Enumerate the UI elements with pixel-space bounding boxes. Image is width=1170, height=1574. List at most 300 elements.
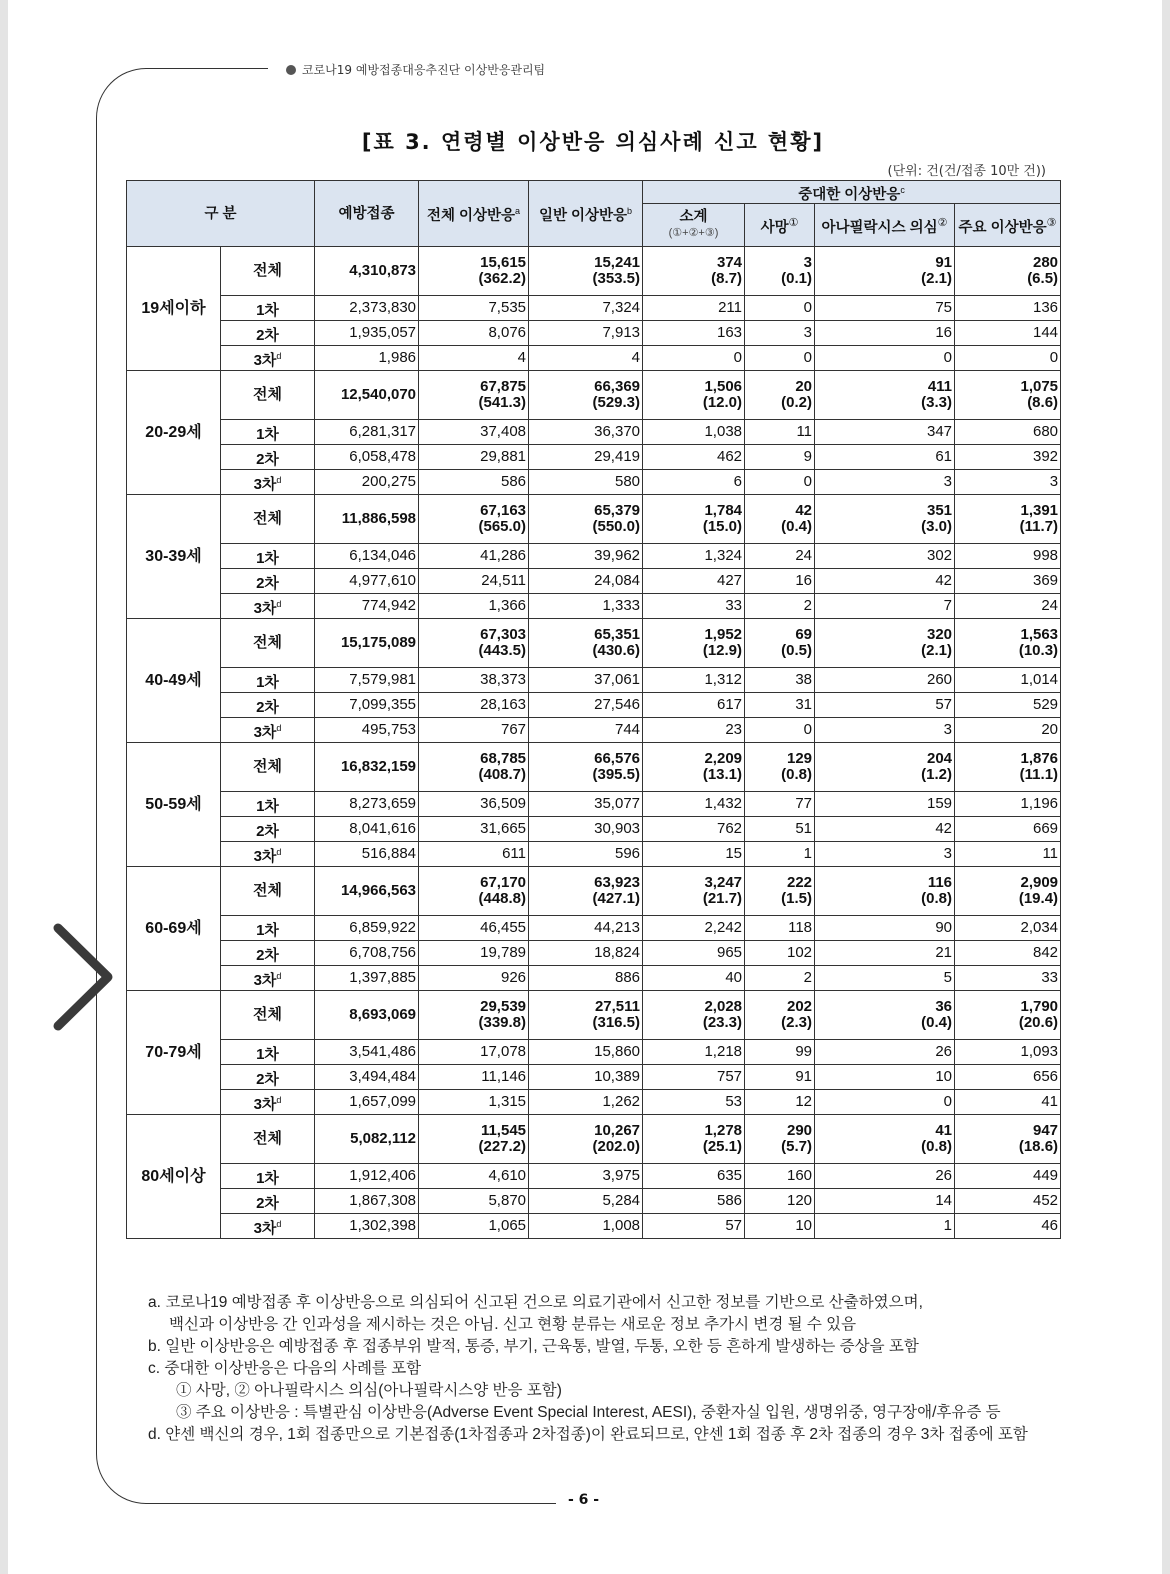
total-ae-cell: 767 bbox=[419, 718, 529, 743]
anaphylaxis-cell: 26 bbox=[815, 1040, 955, 1065]
major-ae-cell: 392 bbox=[955, 445, 1061, 470]
serious-subtotal-cell: 1,312 bbox=[643, 668, 745, 693]
major-ae-cell: 1,391 (11.7) bbox=[955, 495, 1061, 544]
serious-subtotal-cell: 1,784 (15.0) bbox=[643, 495, 745, 544]
dose-label: 3차$^d$ bbox=[221, 470, 315, 495]
chevron-right-icon[interactable] bbox=[50, 922, 120, 1032]
major-ae-cell: 680 bbox=[955, 420, 1061, 445]
total-ae-cell: 11,146 bbox=[419, 1065, 529, 1090]
general-ae-cell: 35,077 bbox=[529, 792, 643, 817]
document-page bbox=[8, 0, 1162, 1574]
table-row-total bbox=[127, 991, 1061, 1040]
total-ae-cell: 15,615 (362.2) bbox=[419, 247, 529, 296]
anaphylaxis-cell: 36 (0.4) bbox=[815, 991, 955, 1040]
table-row-dose bbox=[127, 693, 1061, 718]
serious-subtotal-cell: 3,247 (21.7) bbox=[643, 867, 745, 916]
serious-subtotal-cell: 374 (8.7) bbox=[643, 247, 745, 296]
serious-subtotal-cell: 23 bbox=[643, 718, 745, 743]
dose-label: 전체 bbox=[221, 619, 315, 668]
vaccinations-cell: 1,935,057 bbox=[315, 321, 419, 346]
serious-subtotal-cell: 1,218 bbox=[643, 1040, 745, 1065]
header-major-ae: 주요 이상반응③ bbox=[955, 204, 1061, 247]
serious-subtotal-cell: 2,209 (13.1) bbox=[643, 743, 745, 792]
vaccinations-cell: 6,859,922 bbox=[315, 916, 419, 941]
header-general-ae: 일반 이상반응$^b$ bbox=[529, 181, 643, 247]
death-cell: 42 (0.4) bbox=[745, 495, 815, 544]
table-row-dose bbox=[127, 1164, 1061, 1189]
anaphylaxis-cell: 0 bbox=[815, 1090, 955, 1115]
age-group-label: 20-29세 bbox=[127, 371, 221, 495]
dose-label: 전체 bbox=[221, 991, 315, 1040]
total-ae-cell: 28,163 bbox=[419, 693, 529, 718]
total-ae-cell: 31,665 bbox=[419, 817, 529, 842]
general-ae-cell: 7,913 bbox=[529, 321, 643, 346]
adverse-event-table bbox=[126, 180, 1061, 1239]
serious-subtotal-cell: 2,242 bbox=[643, 916, 745, 941]
age-group-label: 60-69세 bbox=[127, 867, 221, 991]
page-header bbox=[286, 61, 545, 78]
total-ae-cell: 68,785 (408.7) bbox=[419, 743, 529, 792]
vaccinations-cell: 7,099,355 bbox=[315, 693, 419, 718]
death-cell: 16 bbox=[745, 569, 815, 594]
age-group-label: 70-79세 bbox=[127, 991, 221, 1115]
major-ae-cell: 449 bbox=[955, 1164, 1061, 1189]
total-ae-cell: 8,076 bbox=[419, 321, 529, 346]
age-group-label: 19세이하 bbox=[127, 247, 221, 371]
table-row-total bbox=[127, 495, 1061, 544]
serious-subtotal-cell: 163 bbox=[643, 321, 745, 346]
anaphylaxis-cell: 90 bbox=[815, 916, 955, 941]
general-ae-cell: 744 bbox=[529, 718, 643, 743]
dose-label: 3차$^d$ bbox=[221, 718, 315, 743]
death-cell: 129 (0.8) bbox=[745, 743, 815, 792]
table-row-total bbox=[127, 247, 1061, 296]
anaphylaxis-cell: 351 (3.0) bbox=[815, 495, 955, 544]
vaccinations-cell: 1,657,099 bbox=[315, 1090, 419, 1115]
vaccinations-cell: 3,494,484 bbox=[315, 1065, 419, 1090]
total-ae-cell: 17,078 bbox=[419, 1040, 529, 1065]
serious-subtotal-cell: 57 bbox=[643, 1214, 745, 1239]
table-row-dose bbox=[127, 1090, 1061, 1115]
total-ae-cell: 36,509 bbox=[419, 792, 529, 817]
vaccinations-cell: 6,281,317 bbox=[315, 420, 419, 445]
serious-subtotal-cell: 53 bbox=[643, 1090, 745, 1115]
serious-subtotal-cell: 1,506 (12.0) bbox=[643, 371, 745, 420]
table-row-dose bbox=[127, 1065, 1061, 1090]
dose-label: 3차$^d$ bbox=[221, 594, 315, 619]
dose-label: 1차 bbox=[221, 544, 315, 569]
dose-label: 전체 bbox=[221, 743, 315, 792]
serious-subtotal-cell: 40 bbox=[643, 966, 745, 991]
dose-label: 3차$^d$ bbox=[221, 1090, 315, 1115]
note-d: d. 얀센 백신의 경우, 1회 접종만으로 기본접종(1차접종과 2차접종)이 완료되므로, 얀센 1회 접종 후 2차 접종의 경우 3차 접종에 포함 bbox=[148, 1426, 1028, 1443]
vaccinations-cell: 4,310,873 bbox=[315, 247, 419, 296]
anaphylaxis-cell: 10 bbox=[815, 1065, 955, 1090]
total-ae-cell: 926 bbox=[419, 966, 529, 991]
anaphylaxis-cell: 204 (1.2) bbox=[815, 743, 955, 792]
total-ae-cell: 19,789 bbox=[419, 941, 529, 966]
major-ae-cell: 0 bbox=[955, 346, 1061, 371]
vaccinations-cell: 12,540,070 bbox=[315, 371, 419, 420]
page-number: - 6 - bbox=[568, 1492, 600, 1508]
dose-label: 전체 bbox=[221, 867, 315, 916]
total-ae-cell: 29,881 bbox=[419, 445, 529, 470]
major-ae-cell: 1,196 bbox=[955, 792, 1061, 817]
dose-label: 2차 bbox=[221, 941, 315, 966]
anaphylaxis-cell: 3 bbox=[815, 470, 955, 495]
general-ae-cell: 30,903 bbox=[529, 817, 643, 842]
footnotes bbox=[148, 1292, 1068, 1446]
dose-label: 1차 bbox=[221, 1040, 315, 1065]
major-ae-cell: 41 bbox=[955, 1090, 1061, 1115]
table-row-dose bbox=[127, 594, 1061, 619]
vaccinations-cell: 495,753 bbox=[315, 718, 419, 743]
major-ae-cell: 20 bbox=[955, 718, 1061, 743]
vaccinations-cell: 774,942 bbox=[315, 594, 419, 619]
dose-label: 3차$^d$ bbox=[221, 842, 315, 867]
general-ae-cell: 886 bbox=[529, 966, 643, 991]
header-death: 사망① bbox=[745, 204, 815, 247]
header-anaphylaxis: 아나필락시스 의심② bbox=[815, 204, 955, 247]
header-subtotal: 소계 (①+②+③) bbox=[643, 204, 745, 247]
anaphylaxis-cell: 75 bbox=[815, 296, 955, 321]
anaphylaxis-cell: 57 bbox=[815, 693, 955, 718]
serious-subtotal-cell: 211 bbox=[643, 296, 745, 321]
major-ae-cell: 24 bbox=[955, 594, 1061, 619]
major-ae-cell: 2,909 (19.4) bbox=[955, 867, 1061, 916]
header-category: 구 분 bbox=[127, 181, 315, 247]
table-row-dose bbox=[127, 346, 1061, 371]
major-ae-cell: 2,034 bbox=[955, 916, 1061, 941]
general-ae-cell: 5,284 bbox=[529, 1189, 643, 1214]
dose-label: 전체 bbox=[221, 371, 315, 420]
table-row-dose bbox=[127, 1040, 1061, 1065]
death-cell: 77 bbox=[745, 792, 815, 817]
dose-label: 2차 bbox=[221, 445, 315, 470]
death-cell: 0 bbox=[745, 296, 815, 321]
table-row-dose bbox=[127, 817, 1061, 842]
table-row-dose bbox=[127, 842, 1061, 867]
anaphylaxis-cell: 302 bbox=[815, 544, 955, 569]
vaccinations-cell: 1,867,308 bbox=[315, 1189, 419, 1214]
major-ae-cell: 280 (6.5) bbox=[955, 247, 1061, 296]
serious-subtotal-cell: 427 bbox=[643, 569, 745, 594]
dose-label: 1차 bbox=[221, 1164, 315, 1189]
table-row-dose bbox=[127, 445, 1061, 470]
vaccinations-cell: 200,275 bbox=[315, 470, 419, 495]
general-ae-cell: 10,389 bbox=[529, 1065, 643, 1090]
table-row-dose bbox=[127, 1189, 1061, 1214]
major-ae-cell: 3 bbox=[955, 470, 1061, 495]
death-cell: 120 bbox=[745, 1189, 815, 1214]
general-ae-cell: 39,962 bbox=[529, 544, 643, 569]
death-cell: 69 (0.5) bbox=[745, 619, 815, 668]
death-cell: 99 bbox=[745, 1040, 815, 1065]
total-ae-cell: 67,163 (565.0) bbox=[419, 495, 529, 544]
major-ae-cell: 947 (18.6) bbox=[955, 1115, 1061, 1164]
major-ae-cell: 11 bbox=[955, 842, 1061, 867]
serious-subtotal-cell: 617 bbox=[643, 693, 745, 718]
anaphylaxis-cell: 21 bbox=[815, 941, 955, 966]
vaccinations-cell: 6,058,478 bbox=[315, 445, 419, 470]
dose-label: 전체 bbox=[221, 495, 315, 544]
serious-subtotal-cell: 1,038 bbox=[643, 420, 745, 445]
general-ae-cell: 66,369 (529.3) bbox=[529, 371, 643, 420]
dose-label: 2차 bbox=[221, 321, 315, 346]
death-cell: 0 bbox=[745, 346, 815, 371]
anaphylaxis-cell: 1 bbox=[815, 1214, 955, 1239]
table-body bbox=[127, 247, 1061, 1239]
total-ae-cell: 24,511 bbox=[419, 569, 529, 594]
total-ae-cell: 67,875 (541.3) bbox=[419, 371, 529, 420]
major-ae-cell: 1,790 (20.6) bbox=[955, 991, 1061, 1040]
anaphylaxis-cell: 61 bbox=[815, 445, 955, 470]
general-ae-cell: 7,324 bbox=[529, 296, 643, 321]
vaccinations-cell: 1,986 bbox=[315, 346, 419, 371]
dose-label: 2차 bbox=[221, 569, 315, 594]
death-cell: 2 bbox=[745, 966, 815, 991]
major-ae-cell: 46 bbox=[955, 1214, 1061, 1239]
table-row-dose bbox=[127, 420, 1061, 445]
age-group-label: 30-39세 bbox=[127, 495, 221, 619]
general-ae-cell: 36,370 bbox=[529, 420, 643, 445]
anaphylaxis-cell: 26 bbox=[815, 1164, 955, 1189]
note-a: a. 코로나19 예방접종 후 이상반응으로 의심되어 신고된 건으로 의료기관에서 신고한 정보를 기반으로 산출하였으며, bbox=[148, 1294, 923, 1311]
dose-label: 2차 bbox=[221, 1065, 315, 1090]
table-row-dose bbox=[127, 296, 1061, 321]
table-row-dose bbox=[127, 1214, 1061, 1239]
death-cell: 31 bbox=[745, 693, 815, 718]
anaphylaxis-cell: 7 bbox=[815, 594, 955, 619]
serious-subtotal-cell: 635 bbox=[643, 1164, 745, 1189]
general-ae-cell: 580 bbox=[529, 470, 643, 495]
vaccinations-cell: 15,175,089 bbox=[315, 619, 419, 668]
age-group-label: 50-59세 bbox=[127, 743, 221, 867]
major-ae-cell: 529 bbox=[955, 693, 1061, 718]
anaphylaxis-cell: 347 bbox=[815, 420, 955, 445]
anaphylaxis-cell: 0 bbox=[815, 346, 955, 371]
serious-subtotal-cell: 0 bbox=[643, 346, 745, 371]
major-ae-cell: 842 bbox=[955, 941, 1061, 966]
anaphylaxis-cell: 116 (0.8) bbox=[815, 867, 955, 916]
serious-subtotal-cell: 757 bbox=[643, 1065, 745, 1090]
serious-subtotal-cell: 462 bbox=[643, 445, 745, 470]
table-title: [표 3. 연령별 이상반응 의심사례 신고 현황] bbox=[361, 130, 825, 154]
vaccinations-cell: 5,082,112 bbox=[315, 1115, 419, 1164]
total-ae-cell: 41,286 bbox=[419, 544, 529, 569]
table-row-dose bbox=[127, 321, 1061, 346]
major-ae-cell: 452 bbox=[955, 1189, 1061, 1214]
note-c1: ① 사망, ② 아나필락시스 의심(아나필락시스양 반응 포함) bbox=[176, 1382, 562, 1399]
vaccinations-cell: 16,832,159 bbox=[315, 743, 419, 792]
vaccinations-cell: 8,693,069 bbox=[315, 991, 419, 1040]
serious-subtotal-cell: 586 bbox=[643, 1189, 745, 1214]
vaccinations-cell: 2,373,830 bbox=[315, 296, 419, 321]
serious-subtotal-cell: 1,278 (25.1) bbox=[643, 1115, 745, 1164]
header-vaccinations: 예방접종 bbox=[315, 181, 419, 247]
total-ae-cell: 67,303 (443.5) bbox=[419, 619, 529, 668]
table-row-dose bbox=[127, 544, 1061, 569]
note-c: c. 중대한 이상반응은 다음의 사례를 포함 bbox=[148, 1360, 422, 1377]
major-ae-cell: 33 bbox=[955, 966, 1061, 991]
table-row-dose bbox=[127, 718, 1061, 743]
vaccinations-cell: 14,966,563 bbox=[315, 867, 419, 916]
dose-label: 3차$^d$ bbox=[221, 346, 315, 371]
major-ae-cell: 1,093 bbox=[955, 1040, 1061, 1065]
general-ae-cell: 65,351 (430.6) bbox=[529, 619, 643, 668]
dose-label: 1차 bbox=[221, 420, 315, 445]
dose-label: 1차 bbox=[221, 792, 315, 817]
death-cell: 202 (2.3) bbox=[745, 991, 815, 1040]
serious-subtotal-cell: 1,432 bbox=[643, 792, 745, 817]
death-cell: 0 bbox=[745, 470, 815, 495]
note-b: b. 일반 이상반응은 예방접종 후 접종부위 발적, 통증, 부기, 근육통, 발열, 두통, 오한 등 흔하게 발생하는 증상을 포함 bbox=[148, 1338, 919, 1355]
dose-label: 전체 bbox=[221, 247, 315, 296]
death-cell: 160 bbox=[745, 1164, 815, 1189]
death-cell: 9 bbox=[745, 445, 815, 470]
table-row-total bbox=[127, 1115, 1061, 1164]
dose-label: 전체 bbox=[221, 1115, 315, 1164]
total-ae-cell: 5,870 bbox=[419, 1189, 529, 1214]
table-row-total bbox=[127, 371, 1061, 420]
vaccinations-cell: 1,397,885 bbox=[315, 966, 419, 991]
death-cell: 1 bbox=[745, 842, 815, 867]
major-ae-cell: 669 bbox=[955, 817, 1061, 842]
header-total-ae: 전체 이상반응$^a$ bbox=[419, 181, 529, 247]
vaccinations-cell: 4,977,610 bbox=[315, 569, 419, 594]
major-ae-cell: 144 bbox=[955, 321, 1061, 346]
dose-label: 2차 bbox=[221, 817, 315, 842]
dose-label: 1차 bbox=[221, 916, 315, 941]
total-ae-cell: 1,315 bbox=[419, 1090, 529, 1115]
dose-label: 3차$^d$ bbox=[221, 1214, 315, 1239]
serious-subtotal-cell: 762 bbox=[643, 817, 745, 842]
age-group-label: 40-49세 bbox=[127, 619, 221, 743]
anaphylaxis-cell: 3 bbox=[815, 842, 955, 867]
death-cell: 51 bbox=[745, 817, 815, 842]
table-row-total bbox=[127, 867, 1061, 916]
death-cell: 0 bbox=[745, 718, 815, 743]
death-cell: 12 bbox=[745, 1090, 815, 1115]
major-ae-cell: 369 bbox=[955, 569, 1061, 594]
total-ae-cell: 38,373 bbox=[419, 668, 529, 693]
anaphylaxis-cell: 260 bbox=[815, 668, 955, 693]
general-ae-cell: 24,084 bbox=[529, 569, 643, 594]
total-ae-cell: 67,170 (448.8) bbox=[419, 867, 529, 916]
dose-label: 1차 bbox=[221, 296, 315, 321]
general-ae-cell: 1,262 bbox=[529, 1090, 643, 1115]
header-serious-ae: 중대한 이상반응$^c$ bbox=[643, 181, 1061, 204]
total-ae-cell: 46,455 bbox=[419, 916, 529, 941]
general-ae-cell: 596 bbox=[529, 842, 643, 867]
table-row-dose bbox=[127, 941, 1061, 966]
total-ae-cell: 37,408 bbox=[419, 420, 529, 445]
general-ae-cell: 27,511 (316.5) bbox=[529, 991, 643, 1040]
note-c2: ③ 주요 이상반응 : 특별관심 이상반응(Adverse Event Special Interest, AESI), 중환자실 입원, 생명위중, 영구장애/후유증 등 bbox=[176, 1404, 1001, 1421]
death-cell: 38 bbox=[745, 668, 815, 693]
death-cell: 102 bbox=[745, 941, 815, 966]
vaccinations-cell: 11,886,598 bbox=[315, 495, 419, 544]
anaphylaxis-cell: 159 bbox=[815, 792, 955, 817]
major-ae-cell: 1,876 (11.1) bbox=[955, 743, 1061, 792]
vaccinations-cell: 516,884 bbox=[315, 842, 419, 867]
general-ae-cell: 10,267 (202.0) bbox=[529, 1115, 643, 1164]
serious-subtotal-cell: 15 bbox=[643, 842, 745, 867]
total-ae-cell: 11,545 (227.2) bbox=[419, 1115, 529, 1164]
death-cell: 11 bbox=[745, 420, 815, 445]
bullet-icon bbox=[286, 65, 296, 75]
table-row-dose bbox=[127, 916, 1061, 941]
anaphylaxis-cell: 41 (0.8) bbox=[815, 1115, 955, 1164]
general-ae-cell: 15,860 bbox=[529, 1040, 643, 1065]
major-ae-cell: 1,075 (8.6) bbox=[955, 371, 1061, 420]
table-row-total bbox=[127, 619, 1061, 668]
general-ae-cell: 3,975 bbox=[529, 1164, 643, 1189]
table-row-total bbox=[127, 743, 1061, 792]
vaccinations-cell: 3,541,486 bbox=[315, 1040, 419, 1065]
anaphylaxis-cell: 91 (2.1) bbox=[815, 247, 955, 296]
vaccinations-cell: 6,134,046 bbox=[315, 544, 419, 569]
header-org: 코로나19 예방접종대응추진단 이상반응관리팀 bbox=[302, 63, 546, 77]
table-row-dose bbox=[127, 569, 1061, 594]
serious-subtotal-cell: 33 bbox=[643, 594, 745, 619]
note-a-cont: 백신과 이상반응 간 인과성을 제시하는 것은 아님. 신고 현황 분류는 새로운 정보 추가시 변경 될 수 있음 bbox=[169, 1316, 857, 1333]
anaphylaxis-cell: 16 bbox=[815, 321, 955, 346]
serious-subtotal-cell: 1,324 bbox=[643, 544, 745, 569]
death-cell: 3 (0.1) bbox=[745, 247, 815, 296]
general-ae-cell: 4 bbox=[529, 346, 643, 371]
anaphylaxis-cell: 411 (3.3) bbox=[815, 371, 955, 420]
anaphylaxis-cell: 42 bbox=[815, 817, 955, 842]
serious-subtotal-cell: 1,952 (12.9) bbox=[643, 619, 745, 668]
anaphylaxis-cell: 42 bbox=[815, 569, 955, 594]
total-ae-cell: 29,539 (339.8) bbox=[419, 991, 529, 1040]
death-cell: 3 bbox=[745, 321, 815, 346]
general-ae-cell: 15,241 (353.5) bbox=[529, 247, 643, 296]
serious-subtotal-cell: 6 bbox=[643, 470, 745, 495]
table-row-dose bbox=[127, 792, 1061, 817]
major-ae-cell: 1,014 bbox=[955, 668, 1061, 693]
total-ae-cell: 7,535 bbox=[419, 296, 529, 321]
serious-subtotal-cell: 2,028 (23.3) bbox=[643, 991, 745, 1040]
table-unit: (단위: 건(건/접종 10만 건)) bbox=[887, 164, 1046, 179]
major-ae-cell: 136 bbox=[955, 296, 1061, 321]
serious-subtotal-cell: 965 bbox=[643, 941, 745, 966]
anaphylaxis-cell: 320 (2.1) bbox=[815, 619, 955, 668]
total-ae-cell: 4 bbox=[419, 346, 529, 371]
vaccinations-cell: 6,708,756 bbox=[315, 941, 419, 966]
death-cell: 91 bbox=[745, 1065, 815, 1090]
general-ae-cell: 1,333 bbox=[529, 594, 643, 619]
general-ae-cell: 65,379 (550.0) bbox=[529, 495, 643, 544]
general-ae-cell: 18,824 bbox=[529, 941, 643, 966]
total-ae-cell: 1,366 bbox=[419, 594, 529, 619]
major-ae-cell: 1,563 (10.3) bbox=[955, 619, 1061, 668]
anaphylaxis-cell: 5 bbox=[815, 966, 955, 991]
age-group-label: 80세이상 bbox=[127, 1115, 221, 1239]
major-ae-cell: 656 bbox=[955, 1065, 1061, 1090]
general-ae-cell: 44,213 bbox=[529, 916, 643, 941]
death-cell: 24 bbox=[745, 544, 815, 569]
dose-label: 2차 bbox=[221, 693, 315, 718]
vaccinations-cell: 8,273,659 bbox=[315, 792, 419, 817]
death-cell: 10 bbox=[745, 1214, 815, 1239]
dose-label: 1차 bbox=[221, 668, 315, 693]
total-ae-cell: 586 bbox=[419, 470, 529, 495]
death-cell: 290 (5.7) bbox=[745, 1115, 815, 1164]
table-row-dose bbox=[127, 470, 1061, 495]
table-row-dose bbox=[127, 966, 1061, 991]
